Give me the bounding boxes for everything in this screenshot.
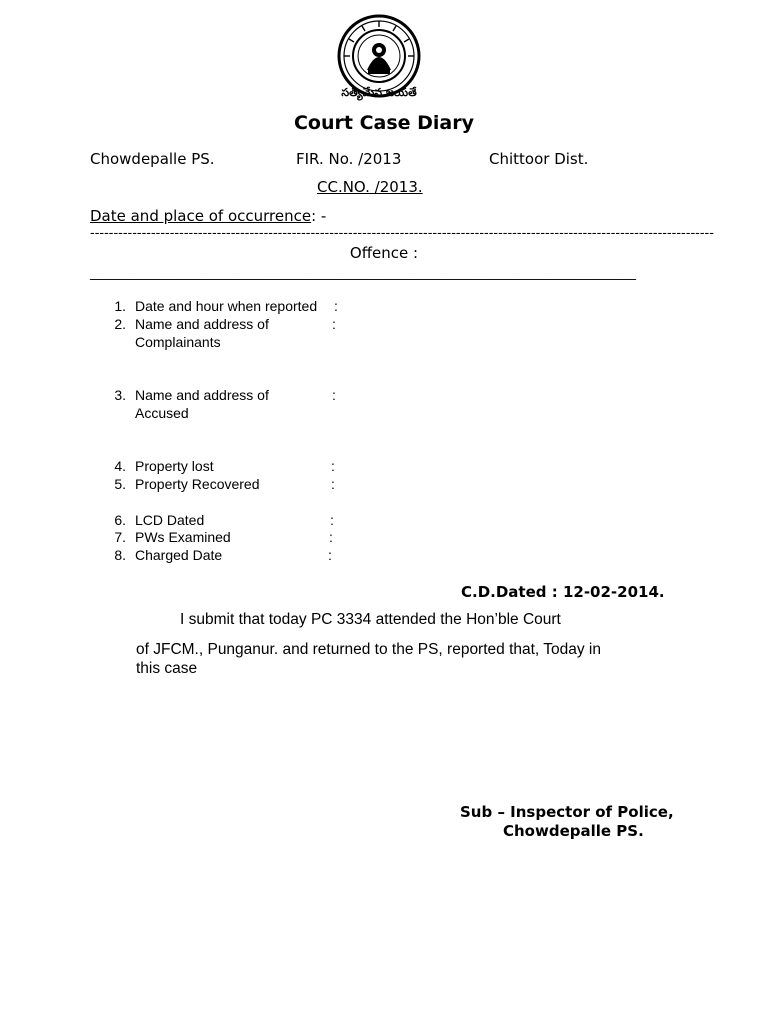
occurrence-suffix: : - [311,207,327,225]
body-line-3: this case [136,660,198,677]
list-item-number: 6. [114,512,126,528]
list-item-label: Name and address of [135,387,269,403]
emblem-motto: సత్యమేవ జయతే [341,86,417,99]
police-station: Chowdepalle PS. [90,150,215,168]
occurrence-line [90,207,326,225]
list-item-number: 3. [114,387,126,403]
district: Chittoor Dist. [489,150,589,168]
list-item-label-line2: Accused [135,405,189,421]
signature-designation: Sub – Inspector of Police, [460,803,674,821]
list-item-number: 7. [114,529,126,545]
list-item-colon: : [334,298,338,314]
list-item-number: 8. [114,547,126,563]
list-item-colon: : [332,316,336,332]
underline-divider: ____________________________________________________________________________________ [90,266,636,281]
list-item-number: 5. [114,476,126,492]
list-item-number: 4. [114,458,126,474]
fir-number: FIR. No. /2013 [296,150,402,168]
body-line-2: of JFCM., Punganur. and returned to the PS, reported that, Today in [136,641,601,658]
list-item-number: 2. [114,316,126,332]
list-item-label: Date and hour when reported [135,298,318,314]
cc-number: CC.NO. /2013. [317,178,423,196]
list-item-colon: : [331,458,335,474]
body-line-1: I submit that today PC 3334 attended the Hon’ble Court [180,611,561,628]
page-title: Court Case Diary [293,112,475,134]
dashed-divider: ------------------------------------------------------------------------------------------------------------------------------------- [90,226,714,241]
list-item-colon: : [331,476,335,492]
list-item-label: PWs Examined [135,529,231,545]
cd-dated: C.D.Dated : 12-02-2014. [461,583,665,601]
list-item-label-line2: Complainants [135,334,221,350]
list-item-colon: : [332,387,336,403]
list-item-label: Property lost [135,458,214,474]
list-item-colon: : [330,512,334,528]
list-item-colon: : [329,529,333,545]
list-item-number: 1. [114,298,126,314]
signature-station: Chowdepalle PS. [503,822,644,840]
list-item-label: Property Recovered [135,476,260,492]
offence-label: Offence : [349,244,419,262]
list-item-colon: : [328,547,332,563]
occurrence-label: Date and place of occurrence [90,207,312,225]
list-item-label: Charged Date [135,547,223,563]
list-item-label: Name and address of [135,316,269,332]
list-item-label: LCD Dated [135,512,205,528]
